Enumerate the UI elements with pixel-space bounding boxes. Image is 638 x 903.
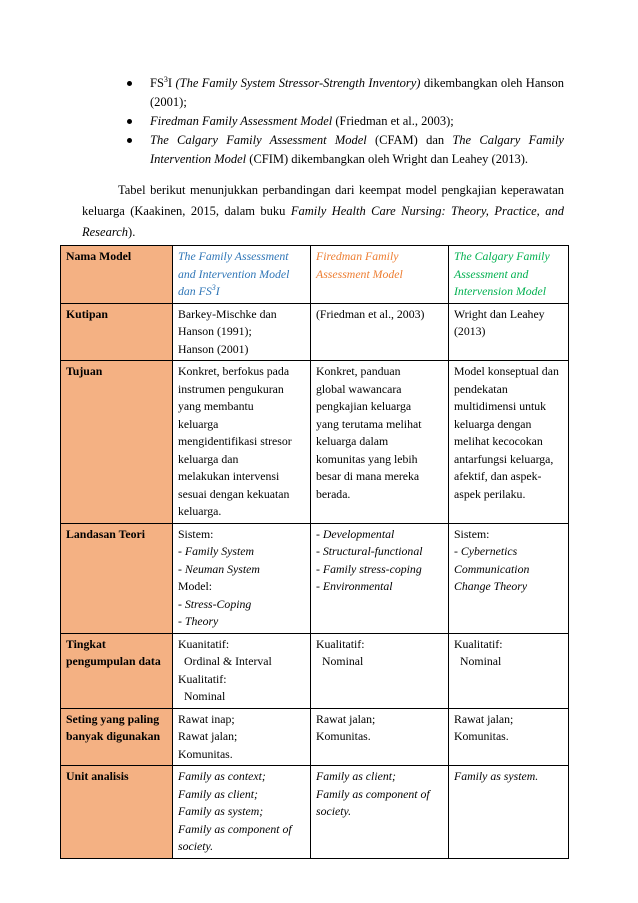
table-cell (311, 633, 449, 708)
row-label: Kutipan (66, 306, 108, 321)
cell-line: Kualitatif: (316, 636, 365, 651)
table-cell (173, 523, 311, 633)
bullet-italic: Firedman Family Assessment Model (150, 114, 333, 128)
cell-line: Kualitatif: (454, 636, 503, 651)
cell-line: afektif, dan aspek- (454, 469, 542, 483)
cell-line: yang membantu (178, 399, 254, 413)
cell-line: pendekatan (454, 381, 508, 396)
cell-line: (2013) (454, 324, 486, 338)
row-label: Tingkat pengumpulan data (66, 636, 161, 668)
cell-line: Konkret, panduan (316, 364, 401, 378)
row-label: Seting yang paling banyak digunakan (66, 711, 161, 743)
cell-line: Sistem: (178, 526, 214, 541)
cell-line: (Friedman et al., 2003) (316, 306, 425, 321)
cell-line: keluarga. (178, 504, 222, 518)
cell-line: pengkajian keluarga (316, 399, 412, 413)
cell-line: Family as component of (178, 821, 292, 836)
cell-line: Family as system. (454, 769, 539, 783)
cell-line: Hanson (1991); (178, 324, 252, 338)
table-cell (311, 523, 449, 633)
table-cell (449, 361, 569, 524)
bullet-sup: 3 (163, 74, 168, 84)
cell-line: Kuanitatif: (178, 636, 230, 651)
bullet-dot-icon (127, 119, 132, 124)
cell-line: - Family stress-coping (316, 561, 422, 576)
cell-line: Change Theory (454, 579, 528, 593)
table-row (61, 708, 569, 766)
table-row (61, 361, 569, 524)
bullet-dot-icon (127, 138, 132, 143)
header-model-calgary (449, 246, 569, 304)
cell-line: antarfungsi keluarga, (454, 451, 554, 466)
row-label-cell (61, 633, 173, 708)
cell-line: global wawancara (316, 381, 402, 396)
paragraph-text: ). (128, 225, 136, 239)
row-label: Landasan Teori (66, 526, 146, 541)
table-cell (311, 766, 449, 859)
table-cell (449, 766, 569, 859)
table-cell (173, 361, 311, 524)
cell-line: - Theory (178, 614, 219, 628)
cell-line: Rawat inap; (178, 711, 235, 726)
cell-line: - Neuman System (178, 561, 260, 576)
cell-line: aspek perilaku. (454, 486, 526, 501)
cell-line: Communication (454, 561, 530, 576)
table-cell (173, 708, 311, 766)
cell-line: komunitas yang lebih (316, 451, 418, 466)
cell-line: Family as client; (178, 786, 258, 801)
cell-line: Kualitatif: (178, 671, 227, 686)
row-label-cell (61, 766, 173, 859)
bullet-text: (CFIM) dikembangkan oleh Wright dan Leahey (2013). (246, 152, 528, 166)
row-label-cell (61, 523, 173, 633)
table-cell (449, 523, 569, 633)
table-cell (311, 708, 449, 766)
cell-line: Hanson (2001) (178, 341, 249, 356)
cell-line: Wright dan Leahey (454, 306, 545, 321)
cell-line: Ordinal & Interval (184, 654, 272, 668)
bullet-italic: The Calgary Family Assessment Model (150, 133, 367, 147)
cell-line: Komunitas. (454, 729, 509, 743)
cell-line: society. (178, 839, 214, 853)
bullet-list (124, 74, 564, 169)
cell-line: multidimensi untuk (454, 399, 547, 413)
cell-line: besar di mana mereka (316, 469, 420, 483)
table-cell (449, 303, 569, 361)
cell-line: Rawat jalan; (316, 711, 376, 726)
cell-line: Konkret, berfokus pada (178, 364, 290, 378)
row-label-cell (61, 361, 173, 524)
cell-line: Sistem: (454, 526, 490, 541)
cell-line: Family as client; (316, 769, 396, 783)
table-row (61, 303, 569, 361)
cell-line: - Family System (178, 544, 255, 558)
cell-line: - Structural-functional (316, 544, 423, 558)
cell-line: Model konseptual dan (454, 364, 559, 378)
cell-line: society. (316, 804, 352, 818)
bullet-italic: The Calgary Family Intervention Model (150, 133, 564, 166)
row-label-cell (61, 708, 173, 766)
bullet-item-fs3i (124, 74, 564, 112)
cell-line: - Stress-Coping (178, 596, 252, 611)
cell-line: Rawat jalan; (178, 729, 238, 743)
table-cell (311, 361, 449, 524)
table-cell (311, 303, 449, 361)
cell-line: instrumen pengukuran (178, 381, 284, 396)
bullet-text: FS (150, 76, 164, 90)
cell-line: Barkey-Mischke dan (178, 306, 277, 321)
table-row (61, 523, 569, 633)
comparison-table (60, 245, 569, 859)
header-model-fs3i (173, 246, 311, 304)
table-cell (173, 766, 311, 859)
cell-line: Komunitas. (316, 729, 371, 743)
row-label-cell (61, 303, 173, 361)
paragraph-text: Tabel berikut menunjukkan perbandingan dari keempat model pengkajian keperawatan keluarga (Kaakinen, 2015, dalam buku (82, 183, 564, 218)
bullet-text: (Friedman et al., 2003); (332, 114, 454, 128)
header-sup: 3 (211, 283, 216, 293)
cell-line: Nominal (460, 654, 502, 668)
table-row (61, 766, 569, 859)
cell-line: Rawat jalan; (454, 711, 514, 726)
bullet-italic: (The Family System Stressor-Strength Inventory) (175, 76, 421, 90)
bullet-text: dikembangkan oleh Hanson (2001); (150, 76, 564, 109)
table-header-row (61, 246, 569, 304)
row-label: Tujuan (66, 364, 103, 378)
cell-line: Komunitas. (178, 746, 233, 761)
cell-line: - Environmental (316, 579, 393, 593)
table-row (61, 633, 569, 708)
cell-line: melakukan intervensi (178, 469, 280, 483)
bullet-item-friedman (124, 112, 564, 131)
header-text: Firedman Family Assessment Model (316, 249, 403, 281)
header-label-cell (61, 246, 173, 304)
table-cell (449, 708, 569, 766)
bullet-text: I (167, 76, 176, 90)
book-title: Family Health Care Nursing: Theory, Practice, and Research (82, 204, 565, 239)
bullet-item-calgary (124, 131, 564, 169)
cell-line: mengidentifikasi stresor (178, 434, 292, 448)
bullet-dot-icon (127, 81, 132, 86)
header-text: The Family Assessment and Intervention Model dan FS (178, 249, 290, 298)
cell-line: sesuai dengan kekuatan (178, 486, 290, 501)
cell-line: Family as system; (178, 804, 264, 818)
cell-line: - Cybernetics (454, 544, 518, 558)
cell-line: keluarga dan (178, 451, 239, 466)
cell-line: melihat kecocokan (454, 434, 543, 448)
table-cell (449, 633, 569, 708)
cell-line: keluarga dengan (454, 416, 532, 431)
cell-line: berada. (316, 486, 351, 501)
header-label: Nama Model (66, 249, 132, 263)
cell-line: Nominal (184, 689, 226, 703)
cell-line: Family as context; (178, 769, 266, 783)
cell-line: Model: (178, 579, 213, 593)
bullet-text: (CFAM) dan (366, 133, 453, 147)
cell-line: - Developmental (316, 526, 395, 541)
cell-line: yang terutama melihat (316, 416, 422, 431)
header-model-friedman (311, 246, 449, 304)
table-cell (173, 303, 311, 361)
header-text: The Calgary Family Assessment and Intervension Model (454, 249, 550, 298)
row-label: Unit analisis (66, 769, 129, 783)
cell-line: Family as component of (316, 786, 430, 801)
intro-paragraph (82, 180, 564, 243)
header-text: I (215, 284, 220, 298)
cell-line: keluarga (178, 416, 219, 431)
table-cell (173, 633, 311, 708)
cell-line: keluarga dalam (316, 434, 389, 448)
cell-line: Nominal (322, 654, 364, 668)
